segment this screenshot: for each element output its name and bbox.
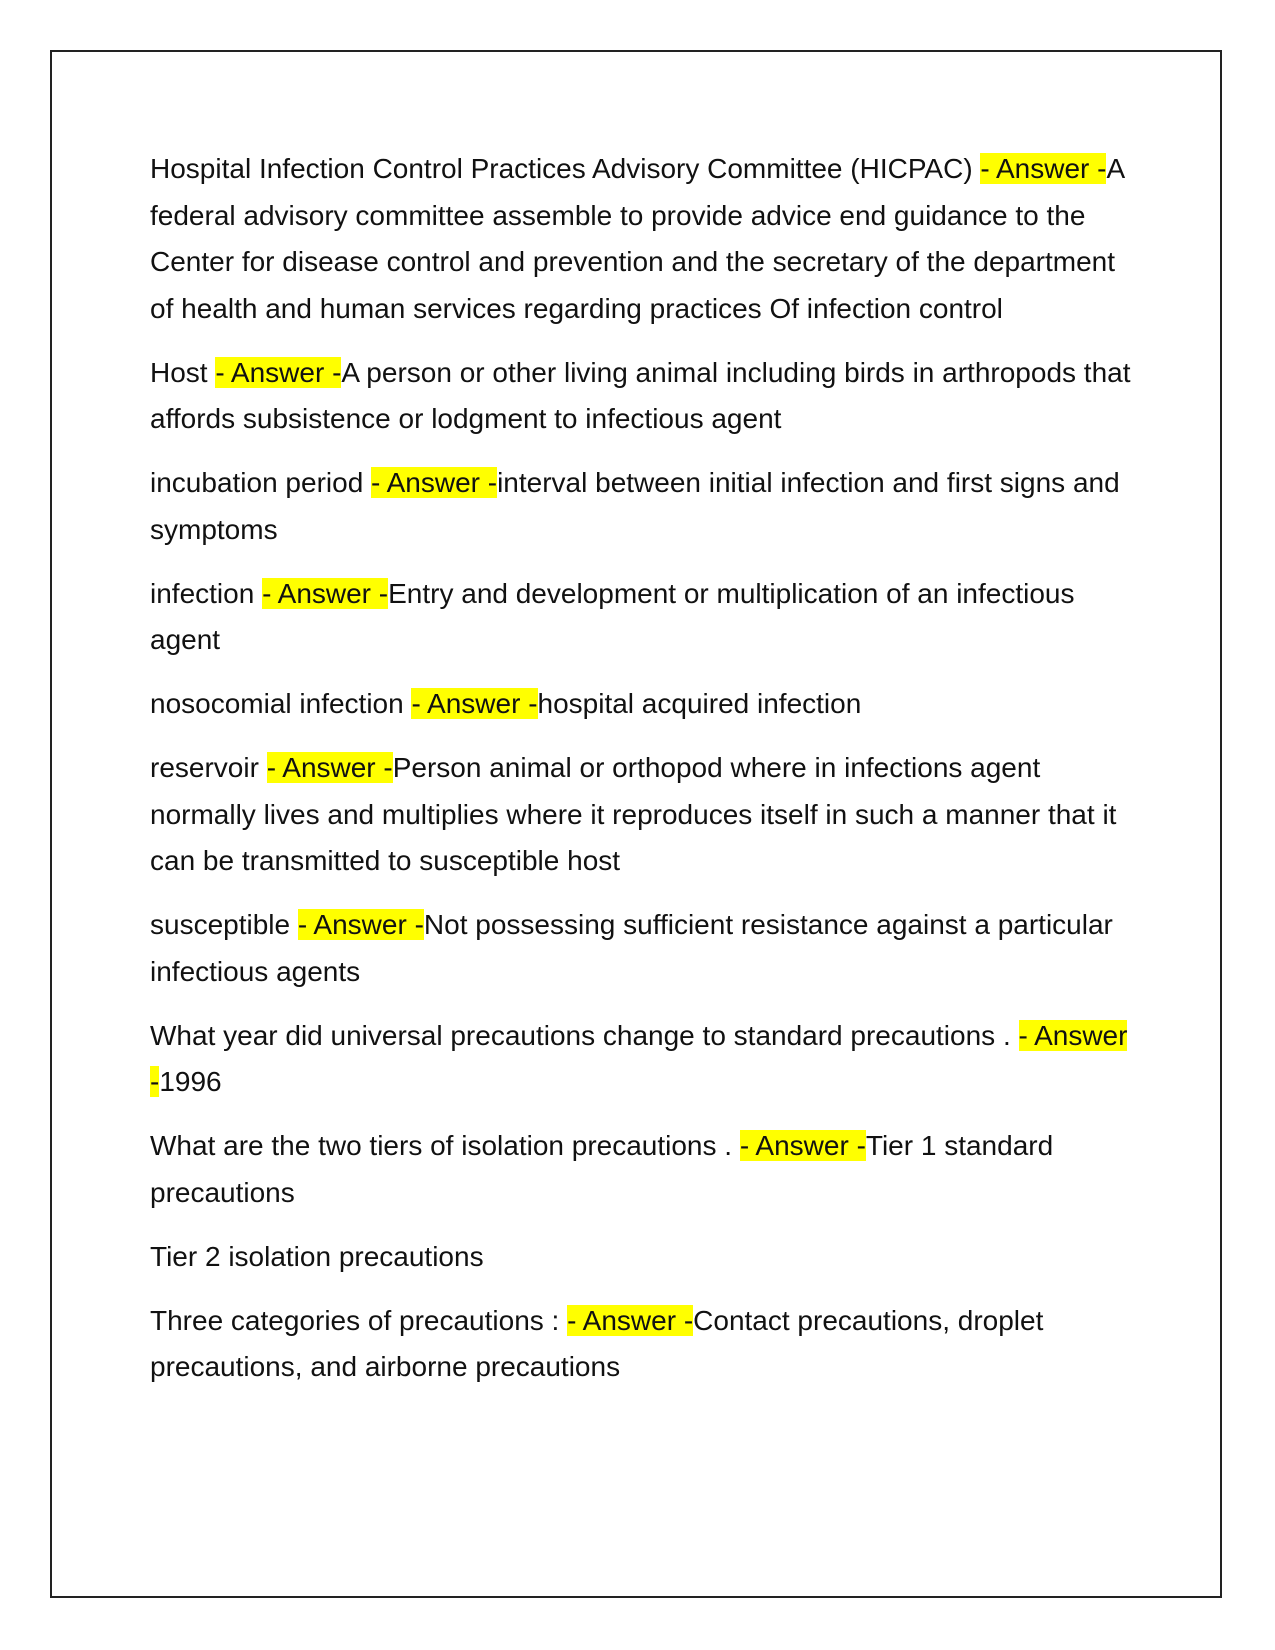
entry-infection: [150, 571, 1140, 664]
entry-answer: hospital acquired infection: [537, 688, 862, 719]
entry-incubation-period: [150, 460, 1140, 553]
entry-term: reservoir: [150, 752, 267, 783]
entry-answer: interval between initial infection and first signs and symptoms: [150, 467, 1120, 545]
entry-term: nosocomial infection: [150, 688, 412, 719]
entry-answer: Entry and development or multiplication of an infectious agent: [150, 577, 1075, 655]
answer-marker: - Answer -: [266, 752, 393, 783]
entry-host: [150, 350, 1140, 443]
answer-marker: - Answer -: [297, 909, 424, 940]
entry-answer: Contact precautions, droplet precautions, and airborne precautions: [150, 1304, 1044, 1382]
entry-answer: A person or other living animal including birds in arthropods that affords subsistence or lodgment to infectious agent: [150, 356, 1131, 434]
entry-reservoir: [150, 745, 1140, 885]
entry-answer: 1996: [159, 1066, 222, 1097]
document-body: [150, 146, 1140, 1408]
entry-term: What year did universal precautions change to standard precautions .: [150, 1019, 1019, 1051]
entry-nosocomial-infection: [150, 681, 1140, 728]
entry-standard-precautions-year: [150, 1013, 1140, 1106]
entry-susceptible: [150, 902, 1140, 995]
entry-hicpac: [150, 146, 1140, 332]
paragraph-text: Tier 2 isolation precautions: [150, 1240, 484, 1272]
answer-marker: - Answer -: [980, 153, 1107, 184]
entry-term: Three categories of precautions :: [150, 1304, 568, 1336]
answer-marker: - Answer -: [567, 1304, 694, 1336]
entry-answer: Person animal or orthopod where in infections agent normally lives and multiplies where it reproduces itself in such a manner that it can be transmitted to susceptible host: [150, 752, 1117, 876]
answer-marker: - Answer -: [262, 577, 389, 609]
entry-answer: Tier 1 standard precautions: [150, 1130, 1054, 1208]
entry-term: Hospital Infection Control Practices Advisory Committee (HICPAC): [150, 153, 981, 184]
entry-term: incubation period: [150, 467, 372, 498]
entry-term: What are the two tiers of isolation precautions .: [150, 1130, 740, 1161]
entry-term: Host: [150, 356, 216, 388]
answer-marker: - Answer -: [150, 1019, 1128, 1097]
answer-marker: - Answer -: [739, 1130, 866, 1161]
entry-term: susceptible: [150, 909, 298, 940]
entry-tier-2-text: [150, 1234, 1140, 1281]
entry-answer: Not possessing sufficient resistance against a particular infectious agents: [150, 909, 1113, 987]
entry-precaution-categories: [150, 1298, 1140, 1391]
entry-isolation-tiers: [150, 1123, 1140, 1216]
answer-marker: - Answer -: [411, 688, 538, 719]
answer-marker: - Answer -: [215, 356, 342, 388]
answer-marker: - Answer -: [371, 467, 498, 498]
entry-term: infection: [150, 577, 263, 609]
entry-answer: A federal advisory committee assemble to provide advice end guidance to the Center for disease control and prevention and the secretary of the department of health and human services regarding practices Of infection control: [150, 153, 1124, 324]
